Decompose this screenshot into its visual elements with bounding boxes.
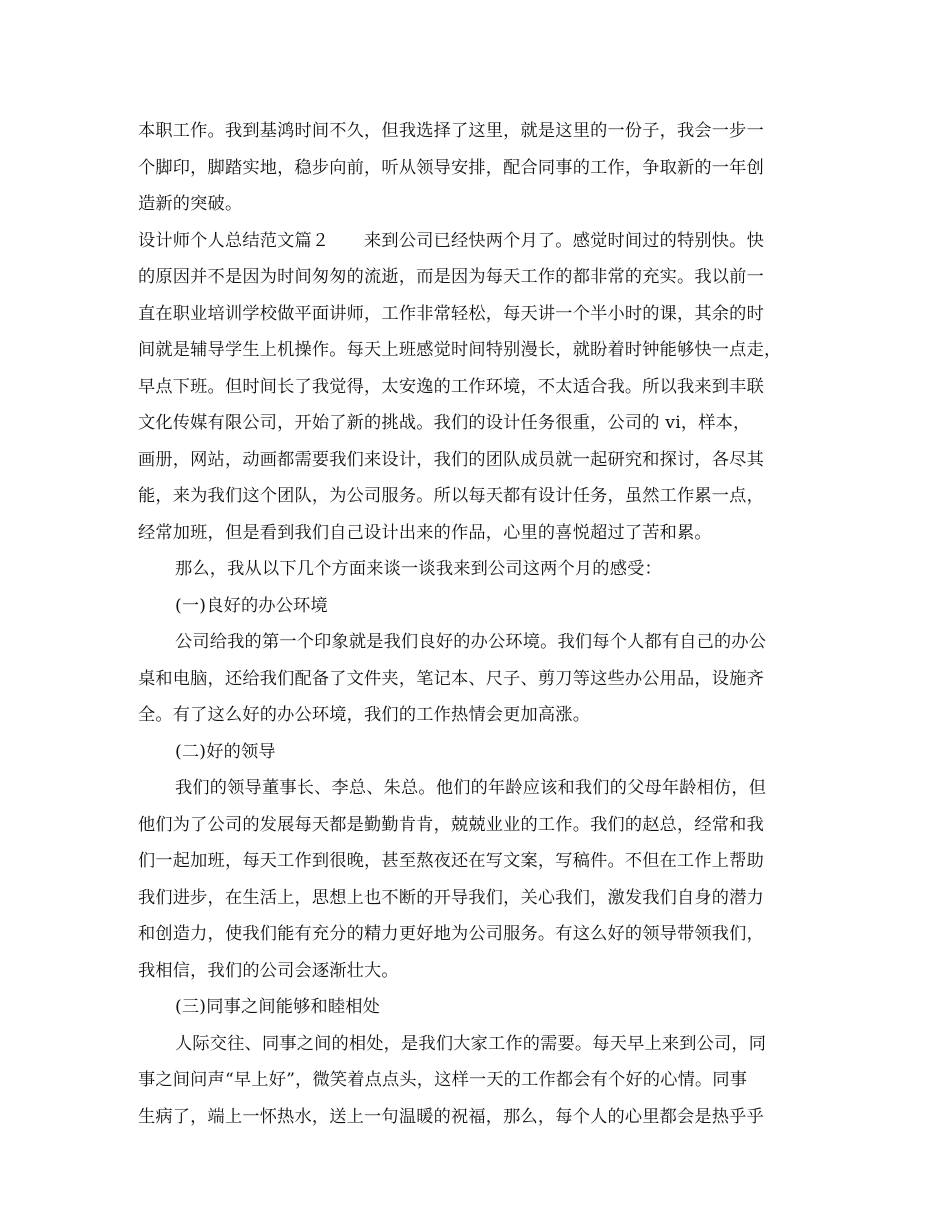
text-line: 早点下班。但时间长了我觉得，太安逸的工作环境，不太适合我。所以我来到丰联: [138, 376, 764, 397]
text-line: 桌和电脑，还给我们配备了文件夹，笔记本、尺子、剪刀等这些办公用品，设施齐: [138, 668, 764, 689]
text-line: 个脚印，脚踏实地，稳步向前，听从领导安排，配合同事的工作，争取新的一年创: [138, 157, 764, 178]
text-line: 直在职业培训学校做平面讲师，工作非常轻松，每天讲一个半小时的课，其余的时: [138, 303, 764, 324]
text-line: 经常加班，但是看到我们自己设计出来的作品，心里的喜悦超过了苦和累。: [138, 522, 712, 543]
text-line: 的原因并不是因为时间匆匆的流逝，而是因为每天工作的都非常的充实。我以前一: [138, 267, 764, 287]
text-line: 和创造力，使我们能有充分的精力更好地为公司服务。有这么好的领导带领我们，: [138, 924, 764, 944]
text-line: 设计师个人总结范文篇２ 来到公司已经快两个月了。感觉时间过的特别快。快: [138, 230, 764, 251]
text-line: 我相信，我们的公司会逐渐壮大。: [138, 960, 399, 981]
text-line: 画册，网站，动画都需要我们来设计，我们的团队成员就一起研究和探讨，各尽其: [138, 449, 764, 470]
text-line: 生病了，端上一怀热水，送上一句温暖的祝福，那么，每个人的心里都会是热乎乎: [138, 1106, 764, 1127]
text-line: 文化传媒有限公司，开始了新的挑战。我们的设计任务很重，公司的 vi，样本，: [138, 413, 751, 433]
text-line: 那么，我从以下几个方面来谈一谈我来到公司这两个月的感受：: [175, 559, 662, 579]
text-line: 他们为了公司的发展每天都是勤勤肯肯，兢兢业业的工作。我们的赵总，经常和我: [138, 814, 764, 835]
text-line: 们一起加班，每天工作到很晚，甚至熬夜还在写文案，写稿件。不但在工作上帮助: [138, 851, 764, 871]
document-body: [138, 113, 822, 1135]
text-line: 能，来为我们这个团队，为公司服务。所以每天都有设计任务，虽然工作累一点，: [138, 486, 764, 506]
text-line: 我们进步，在生活上，思想上也不断的开导我们，关心我们，激发我们自身的潜力: [138, 887, 764, 908]
text-line: 本职工作。我到基鸿时间不久，但我选择了这里，就是这里的一份子，我会一步一: [138, 121, 764, 141]
text-line: 公司给我的第一个印象就是我们良好的办公环境。我们每个人都有自己的办公: [175, 632, 767, 652]
text-line: (一)良好的办公环境: [175, 595, 328, 616]
text-line: (三)同事之间能够和睦相处: [175, 997, 381, 1017]
text-line: (二)好的领导: [175, 741, 276, 762]
text-line: 间就是辅导学生上机操作。每天上班感觉时间特别漫长，就盼着时钟能够快一点走，: [138, 340, 782, 360]
text-line: 事之间问声“早上好”，微笑着点点头，这样一天的工作都会有个好的心情。同事: [138, 1070, 748, 1090]
text-line: 全。有了这么好的办公环境，我们的工作热情会更加高涨。: [138, 705, 591, 725]
text-line: 我们的领导董事长、李总、朱总。他们的年龄应该和我们的父母年龄相仿，但: [175, 778, 767, 798]
text-line: 造新的突破。: [138, 194, 243, 214]
text-line: 人际交往、同事之间的相处，是我们大家工作的需要。每天早上来到公司，同: [175, 1033, 767, 1054]
